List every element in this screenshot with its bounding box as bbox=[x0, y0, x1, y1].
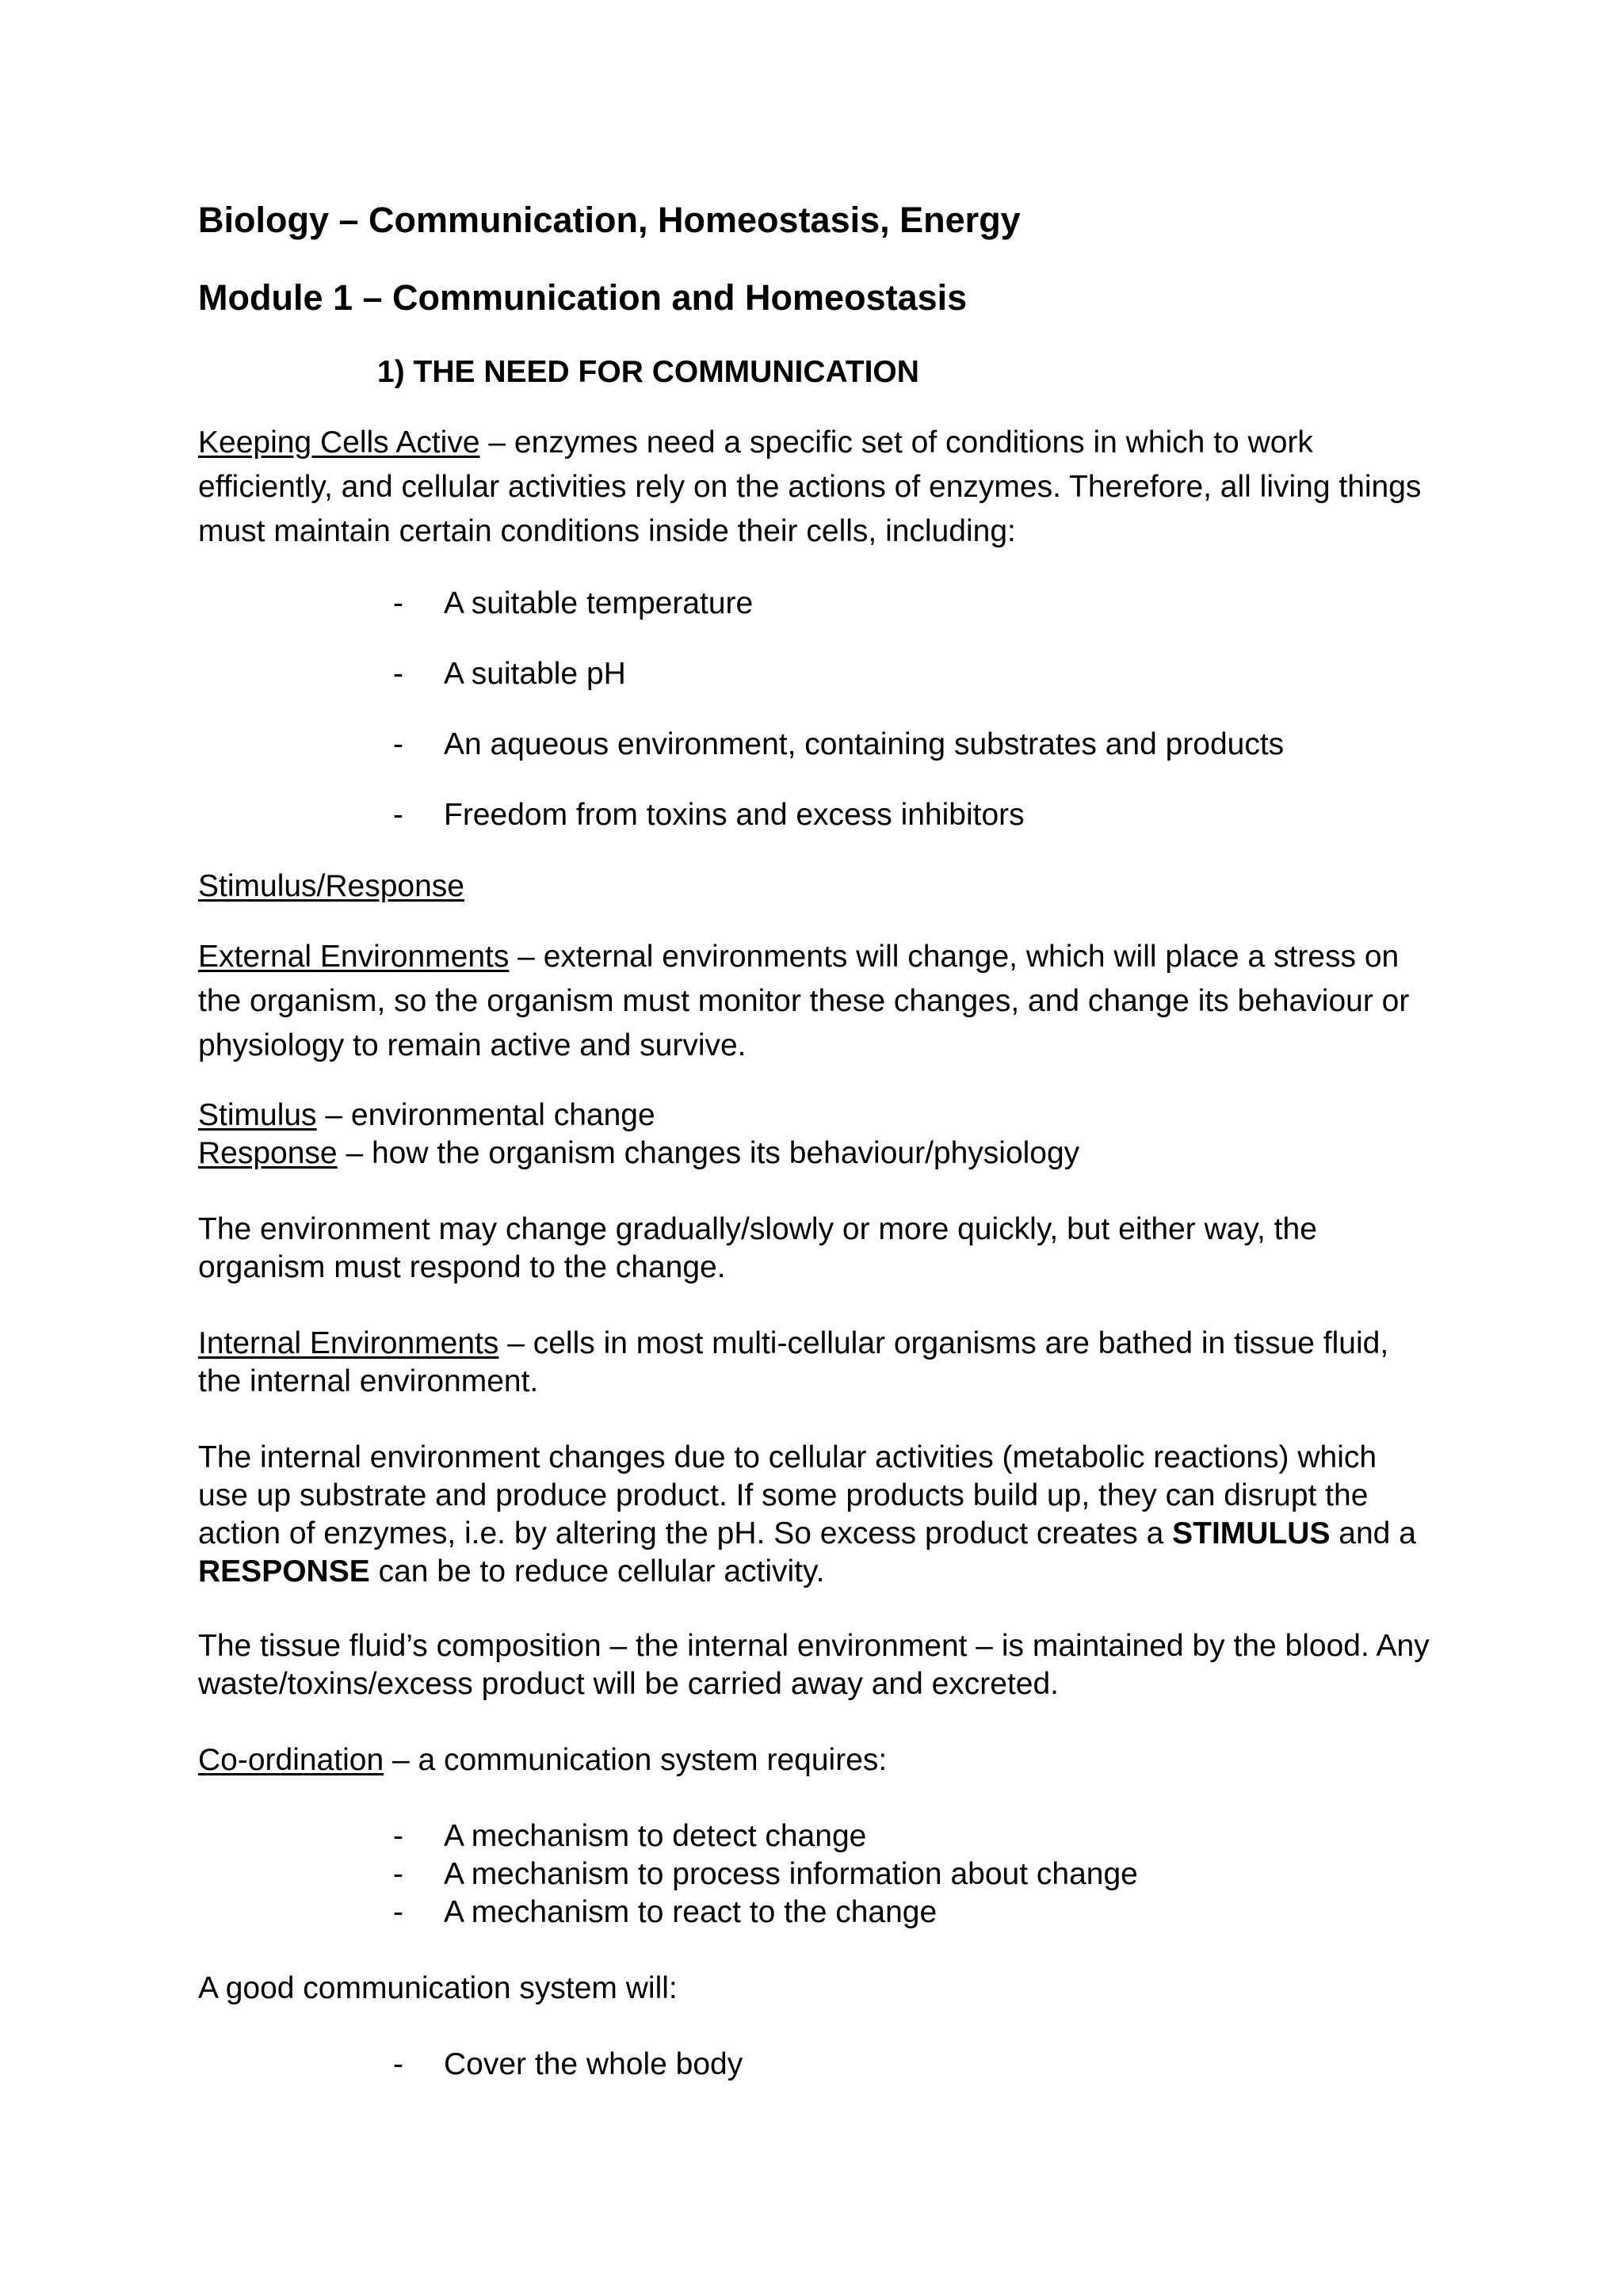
stimulus-term: Stimulus bbox=[198, 1098, 317, 1132]
response-definition bbox=[198, 1135, 1434, 1173]
dash-marker: - bbox=[393, 798, 403, 832]
condition-text: A suitable pH bbox=[444, 657, 626, 691]
module-title: Module 1 – Communication and Homeostasis bbox=[198, 277, 968, 318]
mechanism-item bbox=[393, 1855, 1138, 1894]
stimulus-definition bbox=[198, 1097, 1434, 1135]
good-system-paragraph: A good communication system will: bbox=[198, 1971, 678, 2005]
coordination-paragraph bbox=[198, 1741, 1434, 1779]
dash-marker: - bbox=[393, 586, 403, 620]
external-environments-term: External Environments bbox=[198, 940, 510, 974]
condition-item bbox=[393, 796, 1025, 834]
will-text: Cover the whole body bbox=[444, 2047, 743, 2081]
coordination-text: – a communication system requires: bbox=[384, 1743, 888, 1777]
dash-marker: - bbox=[393, 1857, 403, 1891]
condition-text: An aqueous environment, containing substrates and products bbox=[444, 727, 1285, 761]
response-text: – how the organism changes its behaviour/physiology bbox=[337, 1136, 1080, 1170]
coordination-term: Co-ordination bbox=[198, 1743, 384, 1777]
internal-environments-text: – cells in most multi-cellular organisms are bathed in tissue fluid, the internal environment. bbox=[198, 1326, 1389, 1398]
will-item bbox=[393, 2046, 743, 2084]
mechanism-text: A mechanism to react to the change bbox=[444, 1895, 938, 1929]
internal-environments-term: Internal Environments bbox=[198, 1326, 499, 1360]
mechanism-text: A mechanism to process information about change bbox=[444, 1857, 1138, 1891]
internal-changes-text: The internal environment changes due to cellular activities (metabolic reactions) which use up substrate and produce product. If some products build up, they can disrupt the action of enzymes, i.e. by altering the pH. So excess product creates a bbox=[198, 1440, 1377, 1550]
dash-marker: - bbox=[393, 1819, 403, 1853]
internal-changes-paragraph bbox=[198, 1439, 1434, 1591]
tissue-fluid-paragraph: The tissue fluid’s composition – the internal environment – is maintained by the blood. Any waste/toxins/excess product will be carried away and excreted. bbox=[198, 1629, 1430, 1701]
dash-marker: - bbox=[393, 727, 403, 761]
dash-marker: - bbox=[393, 2047, 403, 2081]
condition-item bbox=[393, 726, 1284, 764]
internal-changes-text: can be to reduce cellular activity. bbox=[369, 1554, 825, 1589]
response-term: Response bbox=[198, 1136, 338, 1170]
gradual-change-paragraph: The environment may change gradually/slowly or more quickly, but either way, the organism must respond to the change. bbox=[198, 1212, 1317, 1284]
condition-item bbox=[393, 655, 626, 693]
mechanism-item bbox=[393, 1894, 937, 1932]
internal-environments-paragraph bbox=[198, 1325, 1434, 1401]
dash-marker: - bbox=[393, 1895, 403, 1929]
dash-marker: - bbox=[393, 657, 403, 691]
mechanism-text: A mechanism to detect change bbox=[444, 1819, 867, 1853]
internal-changes-text: and a bbox=[1330, 1516, 1416, 1550]
condition-text: Freedom from toxins and excess inhibitors bbox=[444, 798, 1025, 832]
response-bold: RESPONSE bbox=[198, 1554, 370, 1589]
stimulus-bold: STIMULUS bbox=[1172, 1516, 1331, 1550]
stimulus-response-heading bbox=[198, 868, 1434, 906]
document-title: Biology – Communication, Homeostasis, Energy bbox=[198, 200, 1021, 240]
stimulus-response-term: Stimulus/Response bbox=[198, 869, 464, 903]
keeping-cells-text: – enzymes need a specific set of conditions in which to work efficiently, and cellular activities rely on the actions of enzymes. Therefore, all living things must maintain certain conditions inside their cells, including: bbox=[198, 425, 1422, 548]
stimulus-text: – environmental change bbox=[316, 1098, 655, 1132]
mechanism-item bbox=[393, 1817, 866, 1855]
external-environments-text: – external environments will change, which will place a stress on the organism, so the organism must monitor these changes, and change its behaviour or physiology to remain active and survive. bbox=[198, 940, 1410, 1062]
section-heading: 1) THE NEED FOR COMMUNICATION bbox=[377, 355, 919, 389]
condition-item bbox=[393, 585, 753, 623]
condition-text: A suitable temperature bbox=[444, 586, 754, 620]
external-environments-paragraph bbox=[198, 935, 1434, 1068]
keeping-cells-term: Keeping Cells Active bbox=[198, 425, 480, 460]
keeping-cells-paragraph bbox=[198, 421, 1434, 554]
